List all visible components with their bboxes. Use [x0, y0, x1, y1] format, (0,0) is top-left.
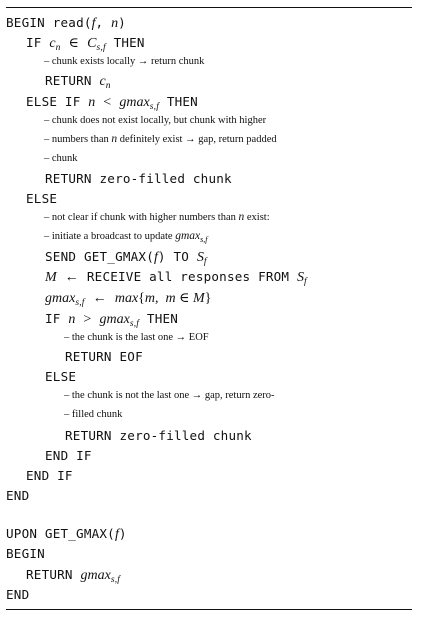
return-eof: RETURN EOF [65, 349, 143, 364]
comment-last: – the chunk is the last one → EOF [64, 332, 209, 343]
return-zero-filled-1: RETURN zero-filled chunk [45, 171, 232, 186]
send-get-gmax: SEND GET_GMAX(f) TO $S_f$ [45, 249, 207, 267]
comment-notlast-1: – the chunk is not the last one → gap, return zero- [64, 390, 275, 401]
return-chunk: RETURN $c_n$ [45, 73, 111, 91]
update-gmax: gmax$_{s,f}$ ← max{m, m ∈ M} [45, 291, 212, 308]
if-chunk-local: IF $c_n$ ∈ $C_{s,f}$ THEN [26, 35, 145, 53]
upon-get-gmax-header: UPON GET_GMAX(f) [6, 526, 127, 542]
else-if-below-gmax: ELSE IF n < gmax$_{s,f}$ THEN [26, 94, 198, 112]
read-end: END [6, 488, 30, 503]
comment-unclear-1: – not clear if chunk with higher numbers than n exist: [44, 211, 270, 223]
read-procedure-header: BEGIN read(f, n) [6, 15, 126, 31]
outer-end-if: END IF [26, 468, 73, 483]
comment-notexist-3: – chunk [44, 153, 78, 164]
comment-notexist-1: – chunk does not exist locally, but chunk with higher [44, 115, 267, 126]
if-above-gmax: IF n > gmax$_{s,f}$ THEN [45, 311, 179, 329]
comment-notlast-2: – filled chunk [64, 409, 123, 420]
top-rule [6, 7, 412, 8]
comment-unclear-2: – initiate a broadcast to update gmax$_{s,f}$ [44, 230, 208, 244]
receive-responses: M ← RECEIVE all responses FROM $S_f$ [45, 269, 307, 287]
begin-keyword: BEGIN [6, 15, 45, 30]
arg-n: n [111, 16, 119, 31]
bottom-rule [6, 609, 412, 610]
return-gmax: RETURN gmax$_{s,f}$ [26, 567, 121, 585]
upon-begin: BEGIN [6, 546, 45, 561]
arg-f: f [91, 16, 96, 31]
else-branch: ELSE [26, 191, 58, 206]
return-zero-filled-2: RETURN zero-filled chunk [65, 428, 252, 443]
inner-else: ELSE [45, 369, 77, 384]
inner-end-if: END IF [45, 448, 92, 463]
comment-notexist-2: – numbers than n definitely exist → gap, return padded [44, 133, 277, 145]
upon-end: END [6, 587, 30, 602]
read-name: read( [52, 15, 92, 30]
comment-exists: – chunk exists locally → return chunk [44, 56, 205, 67]
